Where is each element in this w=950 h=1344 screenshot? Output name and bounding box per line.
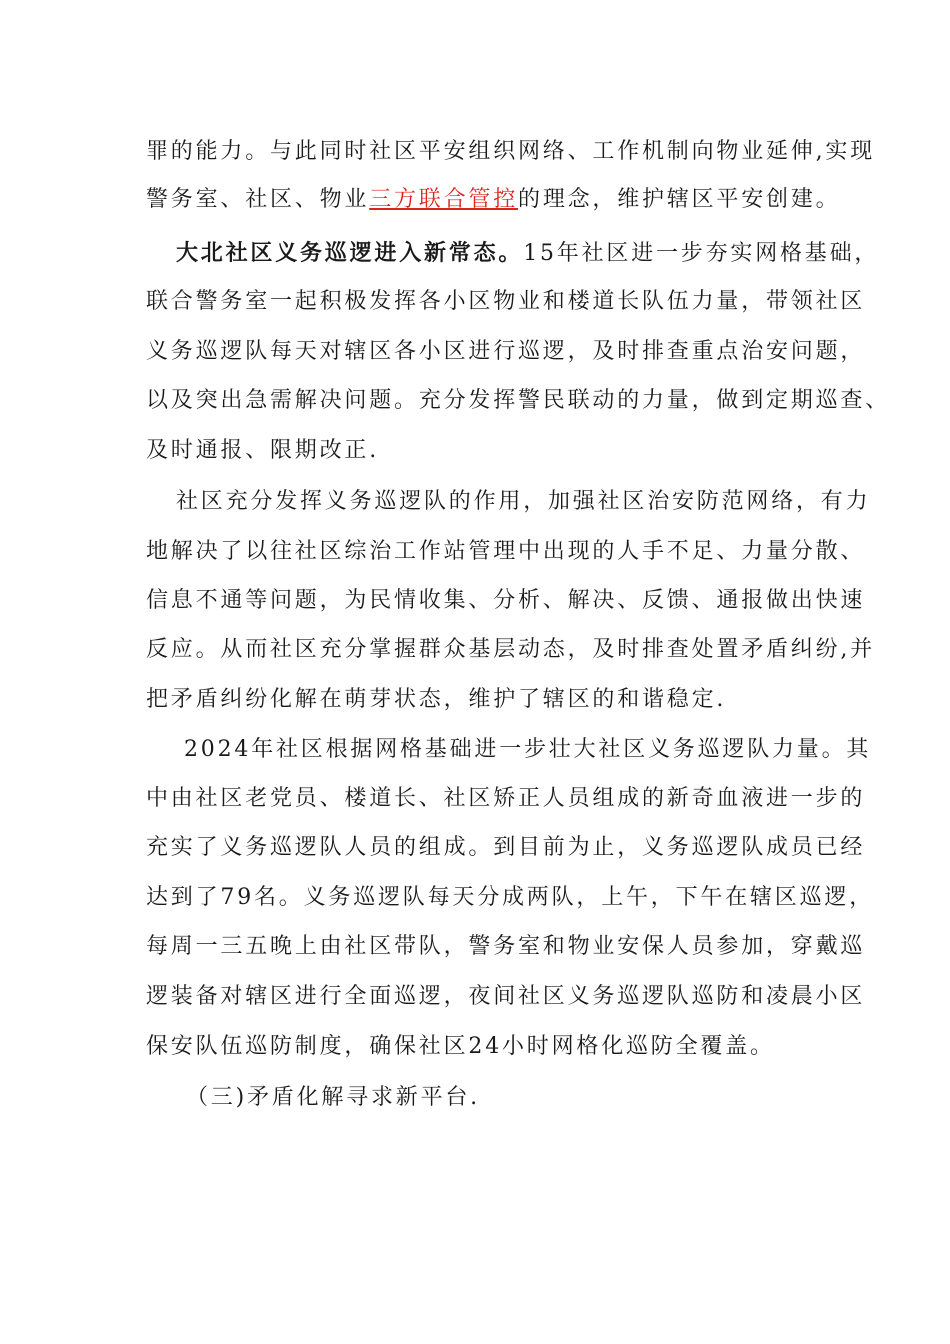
para2-line2: 联合警务室一起积极发挥各小区物业和楼道长队伍力量，带领社区 xyxy=(146,289,866,314)
para2-line4: 以及突出急需解决问题。充分发挥警民联动的力量，做到定期巡查、 xyxy=(146,388,891,413)
para4-line5: 每周一三五晚上由社区带队，警务室和物业安保人员参加，穿戴巡 xyxy=(146,934,866,959)
para1-line2 xyxy=(146,185,841,215)
para1-line2-post: 的理念，维护辖区平安创建。 xyxy=(518,187,841,212)
para3-line5: 把矛盾纠纷化解在萌芽状态，维护了辖区的和谐稳定. xyxy=(146,687,727,712)
para2-line1 xyxy=(176,238,880,268)
para3-line1: 社区充分发挥义务巡逻队的作用，加强社区治安防范网络，有力 xyxy=(176,489,871,514)
section-heading: （三)矛盾化解寻求新平台. xyxy=(186,1085,480,1110)
para3-line2: 地解决了以往社区综治工作站管理中出现的人手不足、力量分散、 xyxy=(146,539,866,564)
three-party-control-link[interactable]: 三方联合管控 xyxy=(369,187,519,212)
para4-line6: 逻装备对辖区进行全面巡逻，夜间社区义务巡逻队巡防和凌晨小区 xyxy=(146,984,866,1009)
para2-line3: 义务巡逻队每天对辖区各小区进行巡逻，及时排查重点治安问题， xyxy=(146,339,866,364)
para4-line3: 充实了义务巡逻队人员的组成。到目前为止，义务巡逻队成员已经 xyxy=(146,835,866,860)
para1-line1: 罪的能力。与此同时社区平安组织网络、工作机制向物业延伸,实现 xyxy=(146,139,875,164)
para3-line3: 信息不通等问题，为民情收集、分析、解决、反馈、通报做出快速 xyxy=(146,588,866,613)
para1-line2-pre: 警务室、社区、物业 xyxy=(146,187,370,212)
para2-heading: 大北社区义务巡逻进入新常态。 xyxy=(176,240,524,266)
para4-line2: 中由社区老党员、楼道长、社区矫正人员组成的新奇血液进一步的 xyxy=(146,786,866,811)
para4-line1: 2024年社区根据网格基础进一步壮大社区义务巡逻队力量。其 xyxy=(184,737,872,762)
para3-line4: 反应。从而社区充分掌握群众基层动态，及时排查处置矛盾纠纷,并 xyxy=(146,637,875,662)
para4-line4: 达到了79名。义务巡逻队每天分成两队，上午，下午在辖区巡逻， xyxy=(146,885,874,910)
para4-line7: 保安队伍巡防制度，确保社区24小时网格化巡防全覆盖。 xyxy=(146,1034,775,1059)
para2-line1-rest: 15年社区进一步夯实网格基础， xyxy=(523,241,880,266)
para2-line5: 及时通报、限期改正. xyxy=(146,438,379,463)
